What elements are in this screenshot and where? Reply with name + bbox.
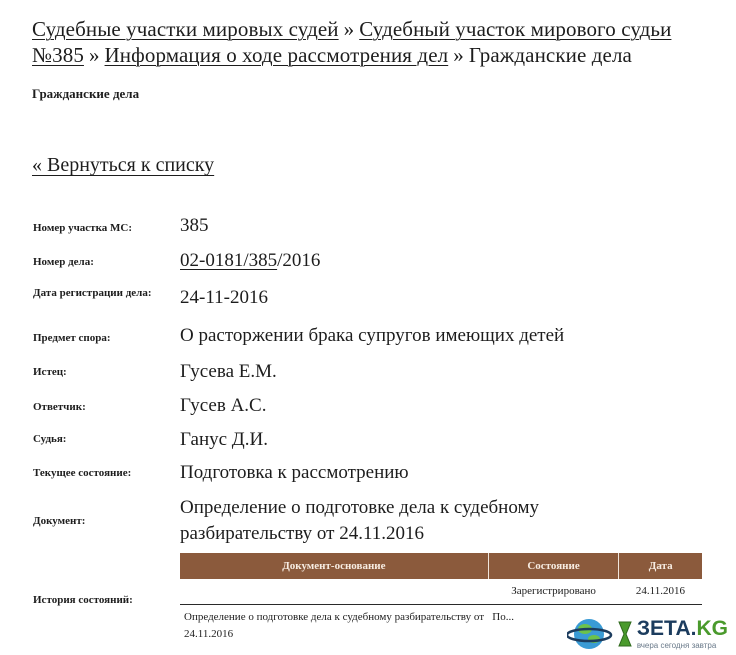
- history-header-document: Документ-основание: [180, 553, 488, 579]
- watermark-tagline: вчера сегодня завтра: [636, 641, 717, 650]
- section-title: Гражданские дела: [32, 86, 140, 101]
- watermark: [567, 617, 728, 651]
- breadcrumb-current: Гражданские дела: [468, 43, 632, 67]
- back-to-list-link[interactable]: « Вернуться к списку: [32, 154, 215, 176]
- registration-date-label: Дата регистрации дела:: [33, 287, 152, 299]
- watermark-brand: [637, 618, 728, 640]
- watermark-brand-suffix: KG: [696, 617, 728, 640]
- document-label: Документ:: [33, 515, 86, 527]
- case-number-link[interactable]: 02-0181/385: [180, 250, 278, 271]
- case-number-label: Номер дела:: [33, 256, 94, 268]
- breadcrumb-link-courts[interactable]: Судебные участки мировых судей: [32, 17, 339, 41]
- watermark-brand-name: ЗЕТА.: [636, 617, 697, 640]
- history-cell-document: Определение о подготовке дела к судебному разбирательству от 24.11.2016: [184, 611, 485, 640]
- history-header-date: Дата: [619, 553, 702, 579]
- subject-value: О расторжении брака супругов имеющих детей: [180, 325, 565, 346]
- status-label: Текущее состояние:: [33, 467, 132, 479]
- judge-label: Судья:: [33, 433, 67, 445]
- judge-value: Ганус Д.И.: [180, 429, 268, 450]
- defendant-value: Гусев А.С.: [180, 395, 267, 416]
- history-cell-state: По...: [492, 611, 514, 623]
- breadcrumb-separator: »: [453, 43, 464, 67]
- defendant-label: Ответчик:: [33, 401, 86, 413]
- history-label: История состояний:: [33, 594, 133, 606]
- history-cell-document: [180, 579, 488, 605]
- registration-date-value: 24-11-2016: [180, 287, 268, 308]
- hourglass-icon: [617, 620, 633, 648]
- plaintiff-label: Истец:: [33, 366, 67, 378]
- watermark-text: [637, 618, 728, 650]
- status-value: Подготовка к рассмотрению: [180, 462, 409, 483]
- history-cell-state: Зарегистрировано: [511, 585, 596, 597]
- plaintiff-value: Гусева Е.М.: [180, 361, 277, 382]
- district-value: 385: [180, 215, 209, 236]
- breadcrumb-link-case-info[interactable]: Информация о ходе рассмотрения дел: [104, 43, 449, 67]
- breadcrumb: [32, 16, 722, 68]
- subject-label: Предмет спора:: [33, 332, 111, 344]
- district-label: Номер участка МС:: [33, 222, 132, 234]
- breadcrumb-separator: »: [343, 17, 355, 41]
- globe-logo-icon: [567, 617, 613, 651]
- document-value: Определение о подготовке дела к судебному разбирательству от 24.11.2016: [180, 497, 540, 544]
- breadcrumb-separator: »: [88, 43, 100, 67]
- history-table-header: [180, 553, 702, 579]
- case-number-value: [180, 248, 320, 274]
- history-cell-date: 24.11.2016: [635, 585, 685, 597]
- breadcrumb-link-district-385[interactable]: Судебный участок мирового судьи №385: [32, 17, 672, 67]
- table-row: [180, 579, 702, 605]
- history-header-state: Состояние: [488, 553, 619, 579]
- case-number-year: /2016: [277, 250, 321, 271]
